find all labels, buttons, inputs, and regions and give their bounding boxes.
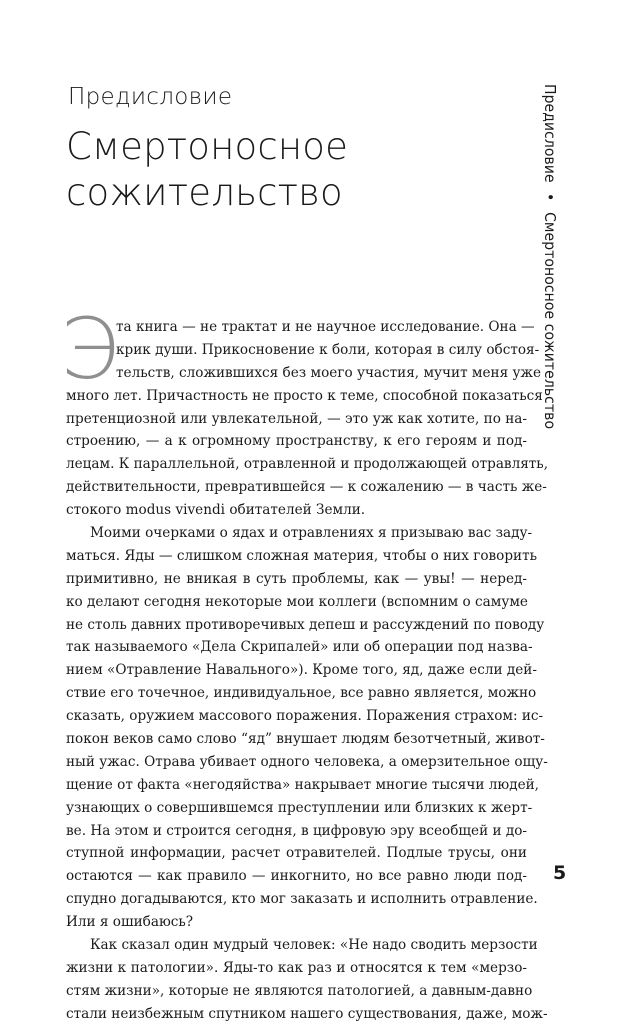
text-line: претенциозной или увлекательной, — это уж как хотите, по на- <box>66 410 527 427</box>
text-line: жизни к патологии». Яды-то как раз и относятся к тем «мерзо- <box>66 959 527 976</box>
text-line: примитивно, не вникая в суть проблемы, как — увы! — неред- <box>66 570 527 587</box>
text-line: ный ужас. Отрава убивает одного человека, а омерзительное ощу- <box>66 753 548 770</box>
text-line: действительности, превратившейся — к сожалению — в часть же- <box>66 479 547 496</box>
text-line: крик души. Прикосновение к боли, которая в силу обстоя- <box>116 341 540 358</box>
text-line: строению, — а к огромному пространству, к его героям и под- <box>66 433 527 450</box>
running-head-separator: • <box>541 193 559 202</box>
text-line: стали неизбежным спутником нашего существования, даже, мож- <box>66 1005 548 1022</box>
text-line: стям жизни», которые не являются патологией, а давным-давно <box>66 982 533 999</box>
text-line: ко делают сегодня некоторые мои коллеги (вспомним о самуме <box>66 593 528 610</box>
text-line: остаются — как правило — инкогнито, но все равно люди под- <box>66 868 527 885</box>
body-text <box>60 300 549 1026</box>
running-head <box>541 84 559 429</box>
text-line: покон веков само слово “яд” внушает людям безотчетный, живот- <box>66 731 545 748</box>
text-line: узнающих о совершившемся преступлении или близких к жерт- <box>66 799 533 816</box>
text-line: не столь давних противоречивых депеш и рассуждений по поводу <box>66 616 545 633</box>
running-head-part1: Предисловие <box>541 84 559 183</box>
chapter-label: Предисловие <box>68 84 233 110</box>
text-line: много лет. Причастность не просто к теме, способной показаться <box>66 387 543 404</box>
page-number: 5 <box>553 862 567 884</box>
drop-cap: Э <box>60 300 119 398</box>
text-line: лецам. К параллельной, отравленной и продолжающей отравлять, <box>66 456 549 473</box>
text-line: нием «Отравление Навального»). Кроме того, яд, даже если дей- <box>66 662 537 679</box>
text-line: щение от факта «негодяйства» накрывает многие тысячи людей, <box>66 776 540 793</box>
running-head-part2: Смертоносное сожительство <box>541 212 559 430</box>
text-line: та книга — не трактат и не научное исследование. Она — <box>116 319 535 335</box>
text-line: спудно догадываются, кто мог заказать и исполнить отравление. <box>66 891 538 908</box>
chapter-title: Смертоносное сожительство <box>66 125 349 214</box>
text-line: тельств, сложившихся без моего участия, мучит меня уже <box>116 364 542 381</box>
text-line: стокого modus vivendi обитателей Земли. <box>66 502 366 519</box>
text-line: Как сказал один мудрый человек: «Не надо сводить мерзости <box>90 937 538 954</box>
text-line: так называемого «Дела Скрипалей» или об операции под назва- <box>66 639 533 656</box>
text-line: Моими очерками о ядах и отравлениях я призываю вас заду- <box>90 525 533 542</box>
text-line: сказать, оружием массового поражения. Поражения страхом: ис- <box>66 708 544 725</box>
text-line: ступной информации, расчет отравителей. Подлые трусы, они <box>66 845 527 862</box>
text-line: маться. Яды — слишком сложная материя, чтобы о них говорить <box>66 547 538 564</box>
text-line: ствие его точечное, индивидуальное, все равно является, можно <box>66 685 537 702</box>
text-line: Или я ошибаюсь? <box>66 914 194 931</box>
text-line: ве. На этом и строится сегодня, в цифровую эру всеобщей и до- <box>66 822 527 839</box>
